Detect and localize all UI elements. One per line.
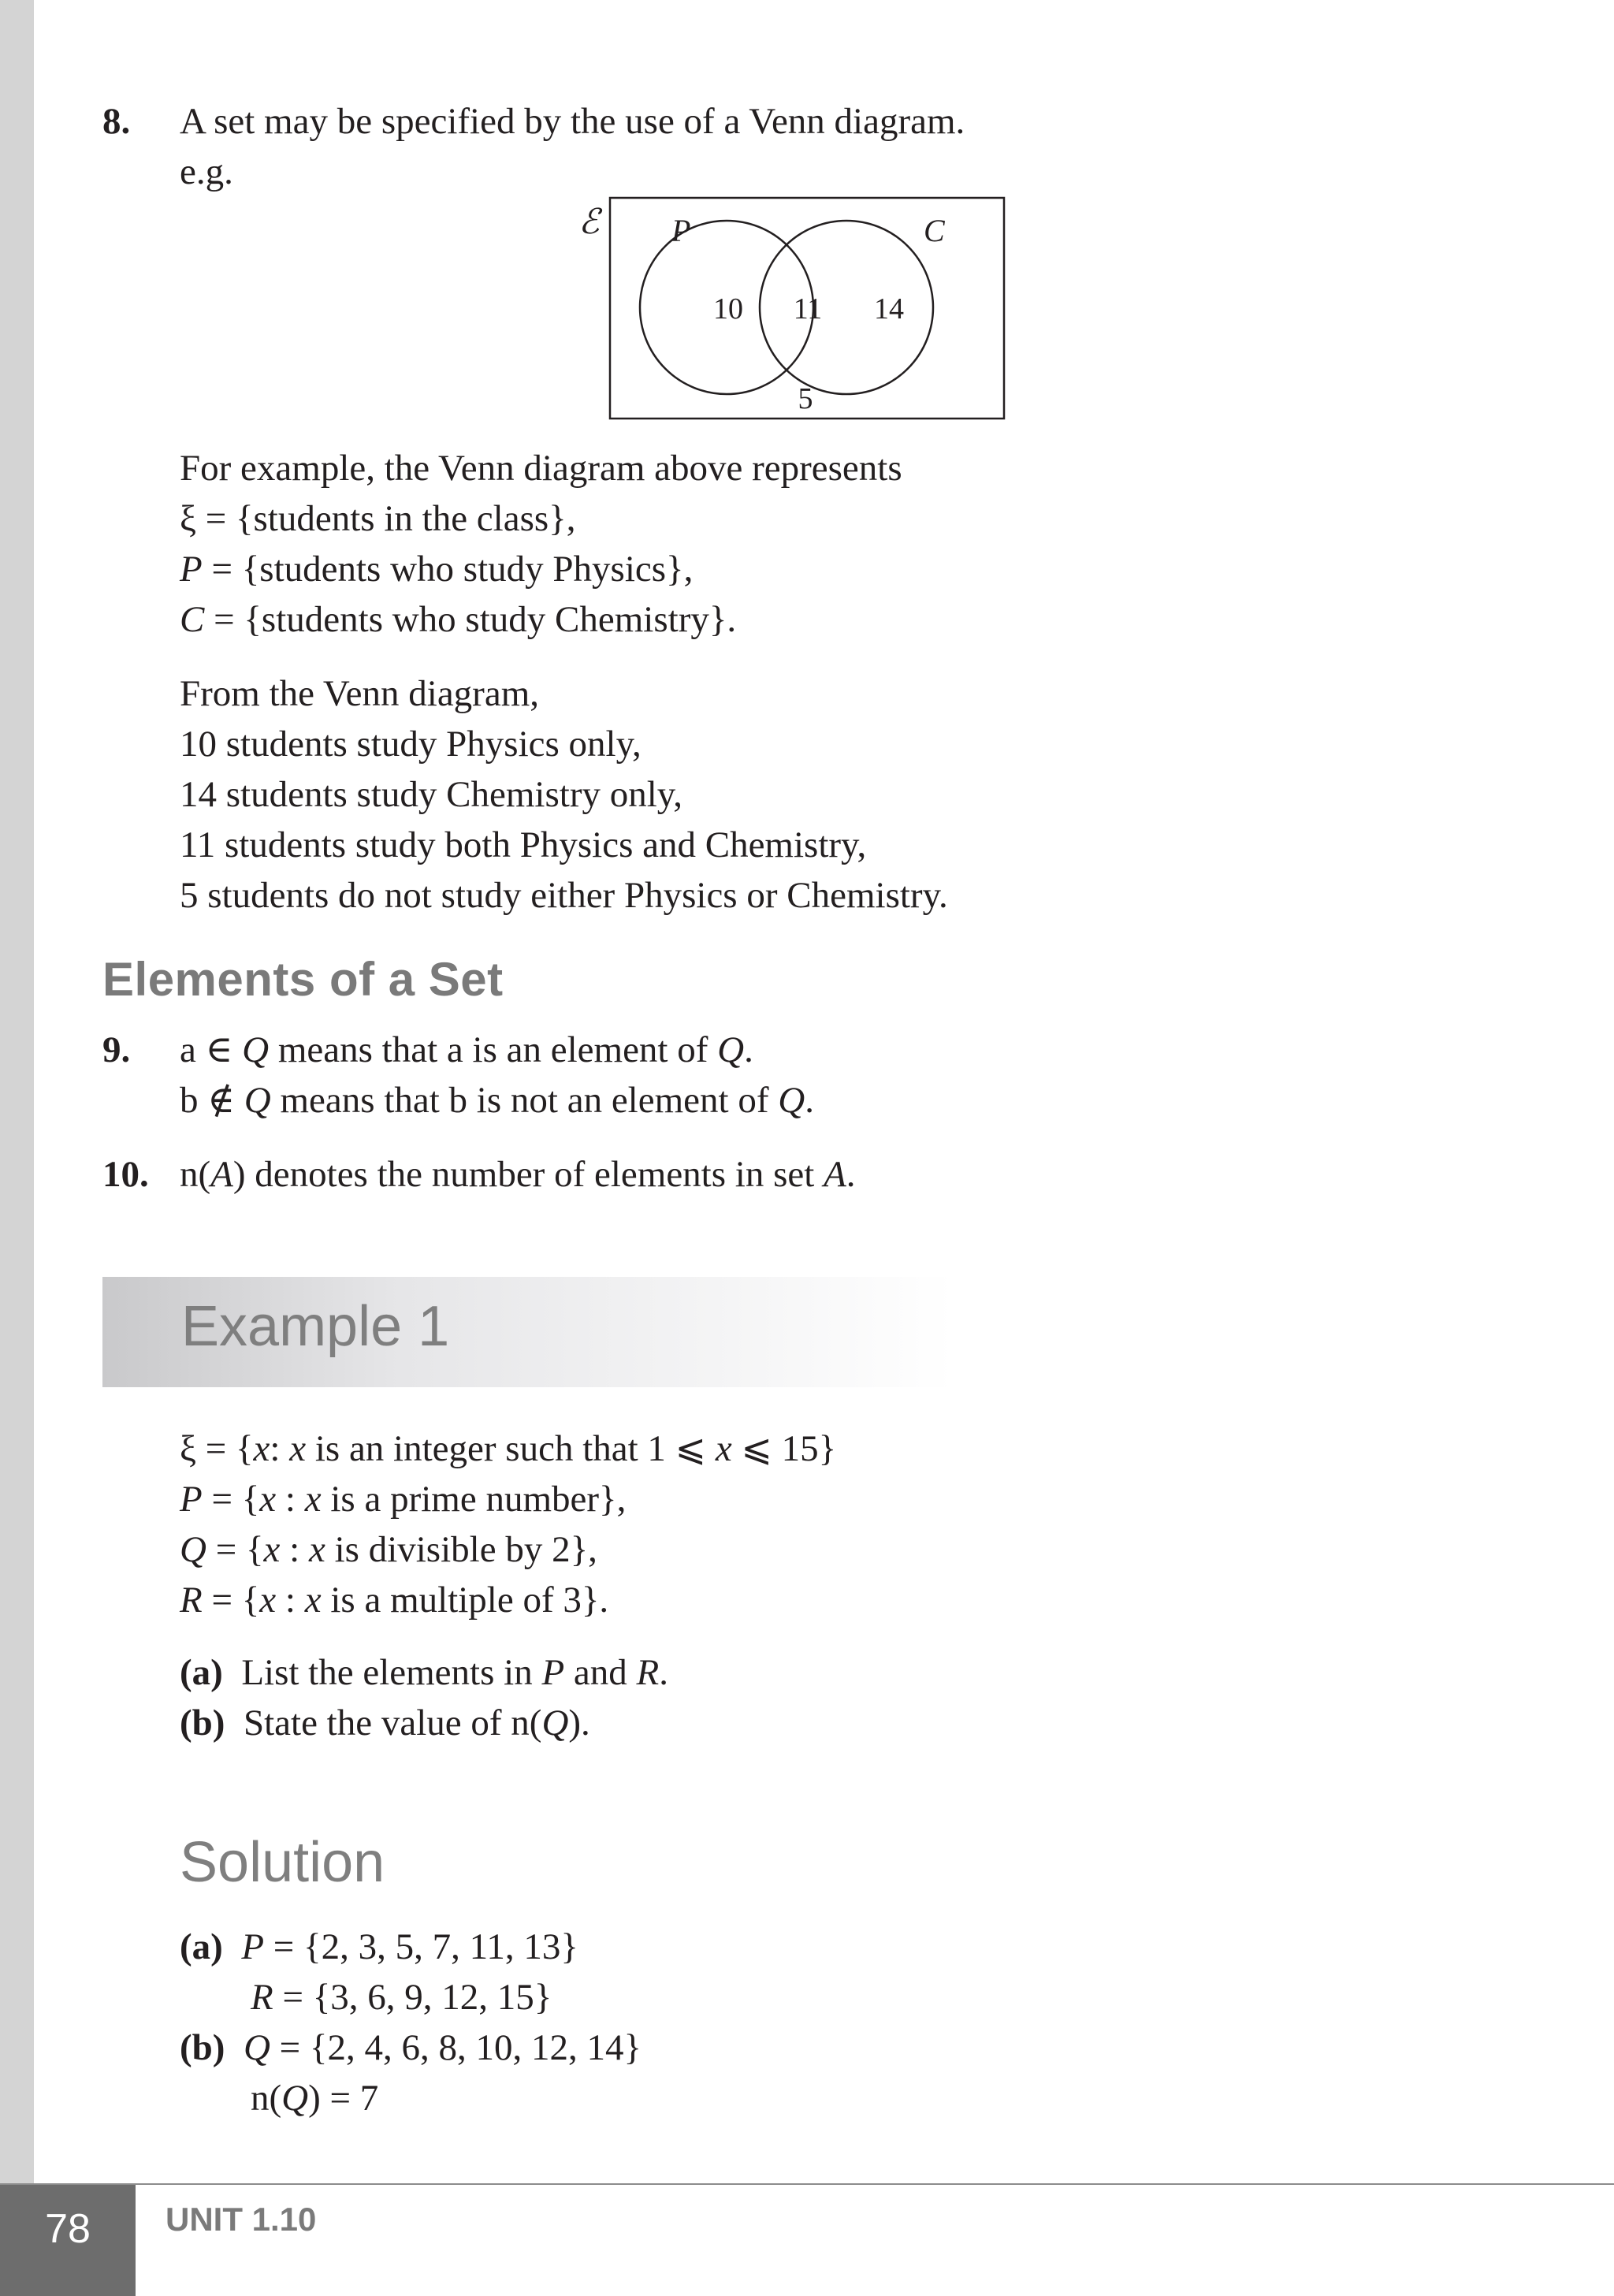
set-label-p: P xyxy=(671,213,691,248)
solution-b-line-2: n(Q) = 7 xyxy=(251,2078,379,2119)
explanation-intro: For example, the Venn diagram above represents xyxy=(180,448,902,489)
xi-definition: ξ = {students in the class}, xyxy=(180,498,576,539)
reading-line-2: 14 students study Chemistry only, xyxy=(180,774,682,815)
region-intersection: 11 xyxy=(793,292,823,326)
question-a: (a) List the elements in P and R. xyxy=(180,1652,669,1693)
example-title: Example 1 xyxy=(181,1295,450,1358)
item-8-eg: e.g. xyxy=(180,151,233,192)
example-band xyxy=(102,1277,954,1387)
item-8-number: 8. xyxy=(102,101,131,142)
p-definition: P = {students who study Physics}, xyxy=(180,549,694,590)
item-10-number: 10. xyxy=(102,1154,149,1195)
footer-rule xyxy=(0,2183,1614,2185)
reading-line-1: 10 students study Physics only, xyxy=(180,724,642,765)
circle-c xyxy=(760,221,933,394)
example-universal-set: ξ = {x: x is an integer such that 1 ⩽ x ⩽ 15} xyxy=(180,1428,837,1469)
solution-a-line-1: (a) P = {2, 3, 5, 7, 11, 13} xyxy=(180,1926,578,1967)
solution-a-line-2: R = {3, 6, 9, 12, 15} xyxy=(251,1977,552,2018)
c-definition: C = {students who study Chemistry}. xyxy=(180,599,737,640)
venn-diagram xyxy=(567,189,1009,426)
universal-set-symbol: ℰ xyxy=(578,203,600,241)
left-margin-bar xyxy=(0,0,34,2183)
example-set-q: Q = {x : x is divisible by 2}, xyxy=(180,1529,597,1570)
example-set-r: R = {x : x is a multiple of 3}. xyxy=(180,1580,609,1621)
region-neither: 5 xyxy=(798,382,813,415)
solution-title: Solution xyxy=(180,1831,385,1894)
solution-b-line-1: (b) Q = {2, 4, 6, 8, 10, 12, 14} xyxy=(180,2027,642,2068)
region-p-only: 10 xyxy=(713,292,743,326)
reading-intro: From the Venn diagram, xyxy=(180,673,540,714)
section-heading: Elements of a Set xyxy=(102,953,504,1006)
item-9-line-1: a ∈ Q means that a is an element of Q. xyxy=(180,1029,753,1070)
page-number: 78 xyxy=(0,2185,136,2296)
reading-line-3: 11 students study both Physics and Chemistry, xyxy=(180,824,867,865)
question-b: (b) State the value of n(Q). xyxy=(180,1702,590,1743)
item-9-number: 9. xyxy=(102,1029,131,1070)
item-10-text: n(A) denotes the number of elements in set A. xyxy=(180,1154,856,1195)
example-set-p: P = {x : x is a prime number}, xyxy=(180,1479,627,1520)
item-8-text: A set may be specified by the use of a Venn diagram. xyxy=(180,101,965,142)
set-label-c: C xyxy=(924,213,945,248)
unit-label: UNIT 1.10 xyxy=(165,2201,317,2238)
region-c-only: 14 xyxy=(874,292,904,326)
item-9-line-2: b ∉ Q means that b is not an element of Q. xyxy=(180,1080,814,1121)
reading-line-4: 5 students do not study either Physics or Chemistry. xyxy=(180,875,948,916)
